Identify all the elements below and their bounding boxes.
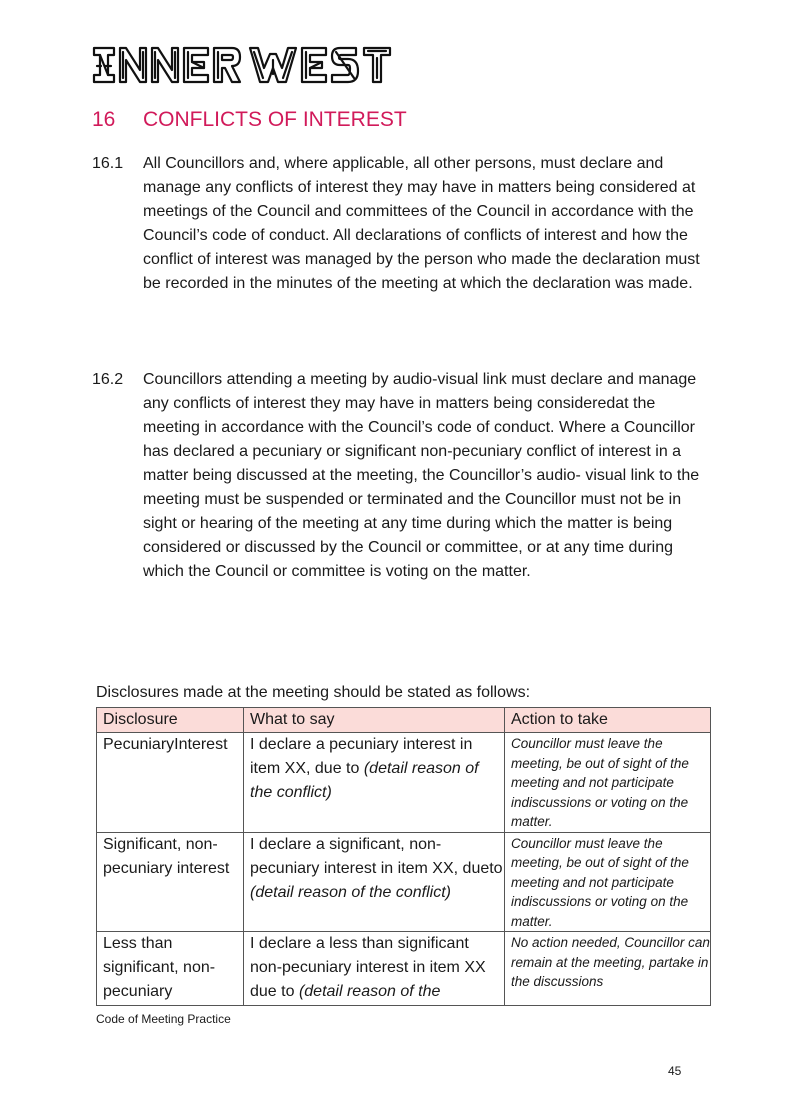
what-to-say-text: I declare a less than significant non-pecuniary interest in item XX due to [250, 935, 486, 1000]
what-to-say-placeholder: (detail reason of the conflict) [250, 760, 479, 801]
what-to-say-cell [244, 832, 505, 932]
clause-number: 16.2 [92, 371, 124, 388]
table-caption: Disclosures made at the meeting should be stated as follows: [96, 684, 531, 701]
disclosure-cell: PecuniaryInterest [97, 733, 244, 833]
clause-text: Councillors attending a meeting by audio-visual link must declare and manage any conflicts of interest they may have in matters being consideredat the meeting in accordance with the Council’s code of conduct. Where a Councillor has declared a pecuniary or significant non-pecuniary conflict of interest in a matter being discussed at the meeting, the Councillor’s audio- visual link to the meeting must be suspended or terminated and the Councillor must not be in sight or hearing of the meeting at any time during which the matter is being considered or discussed by the Council or committee, or at any time during which the Council or committee is voting on the matter. [143, 371, 700, 580]
logo-letter-i [94, 48, 114, 82]
logo-letter-w [250, 48, 296, 82]
logo-letter-t [364, 48, 390, 82]
column-header-what-to-say: What to say [244, 708, 505, 733]
what-to-say-placeholder: (detail reason of the [298, 983, 441, 1000]
clause-16-1 [92, 152, 702, 296]
logo-letter-e [184, 48, 208, 82]
footer-doc-title: Code of Meeting Practice [96, 1012, 231, 1026]
what-to-say-placeholder: (detail reason of the conflict) [250, 883, 451, 901]
table-row [97, 733, 711, 833]
section-number: 16 [92, 108, 116, 131]
what-to-say-text: I declare a pecuniary interest in item XX, due to [250, 736, 473, 777]
action-cell: No action needed, Councillor can remain at the meeting, partake in the discussions [505, 932, 711, 1006]
logo-letter-s [332, 48, 358, 82]
logo-letter-r [214, 48, 240, 82]
what-to-say-cell [244, 733, 505, 833]
section-heading [92, 108, 407, 132]
what-to-say-text: I declare a significant, non-pecuniary interest in item XX, dueto [250, 835, 503, 877]
logo-letter-n-2 [152, 48, 178, 82]
section-title: CONFLICTS OF INTEREST [143, 108, 407, 131]
action-cell: Councillor must leave the meeting, be out of sight of the meeting and not participate indiscussions or voting on the matter. [505, 733, 711, 833]
clause-text: All Councillors and, where applicable, all other persons, must declare and manage any conflicts of interest they may have in matters being considered at meetings of the Council and committees of the Council in accordance with the Council’s code of conduct. All declarations of conflicts of interest and how the conflict of interest was managed by the person who made the declaration must be recorded in the minutes of the meeting at which the declaration was made. [143, 155, 700, 292]
clause-16-2 [92, 368, 702, 584]
disclosure-cell: Less than significant, non-pecuniary [97, 932, 244, 1006]
disclosure-table [96, 707, 711, 1006]
what-to-say-cell [244, 932, 505, 1006]
logo-letter-e-2 [302, 48, 326, 82]
page-number: 45 [668, 1064, 682, 1078]
column-header-action: Action to take [505, 708, 711, 733]
table-row [97, 832, 711, 932]
logo-letter-n [120, 48, 146, 82]
action-cell: Councillor must leave the meeting, be out of sight of the meeting and not participate indiscussions or voting on the matter. [505, 832, 711, 932]
table-header-row [97, 708, 711, 733]
clause-number: 16.1 [92, 155, 124, 172]
inner-west-logo [92, 44, 392, 84]
table-row [97, 932, 711, 1006]
column-header-disclosure: Disclosure [97, 708, 244, 733]
disclosure-cell: Significant, non-pecuniary interest [97, 832, 244, 932]
